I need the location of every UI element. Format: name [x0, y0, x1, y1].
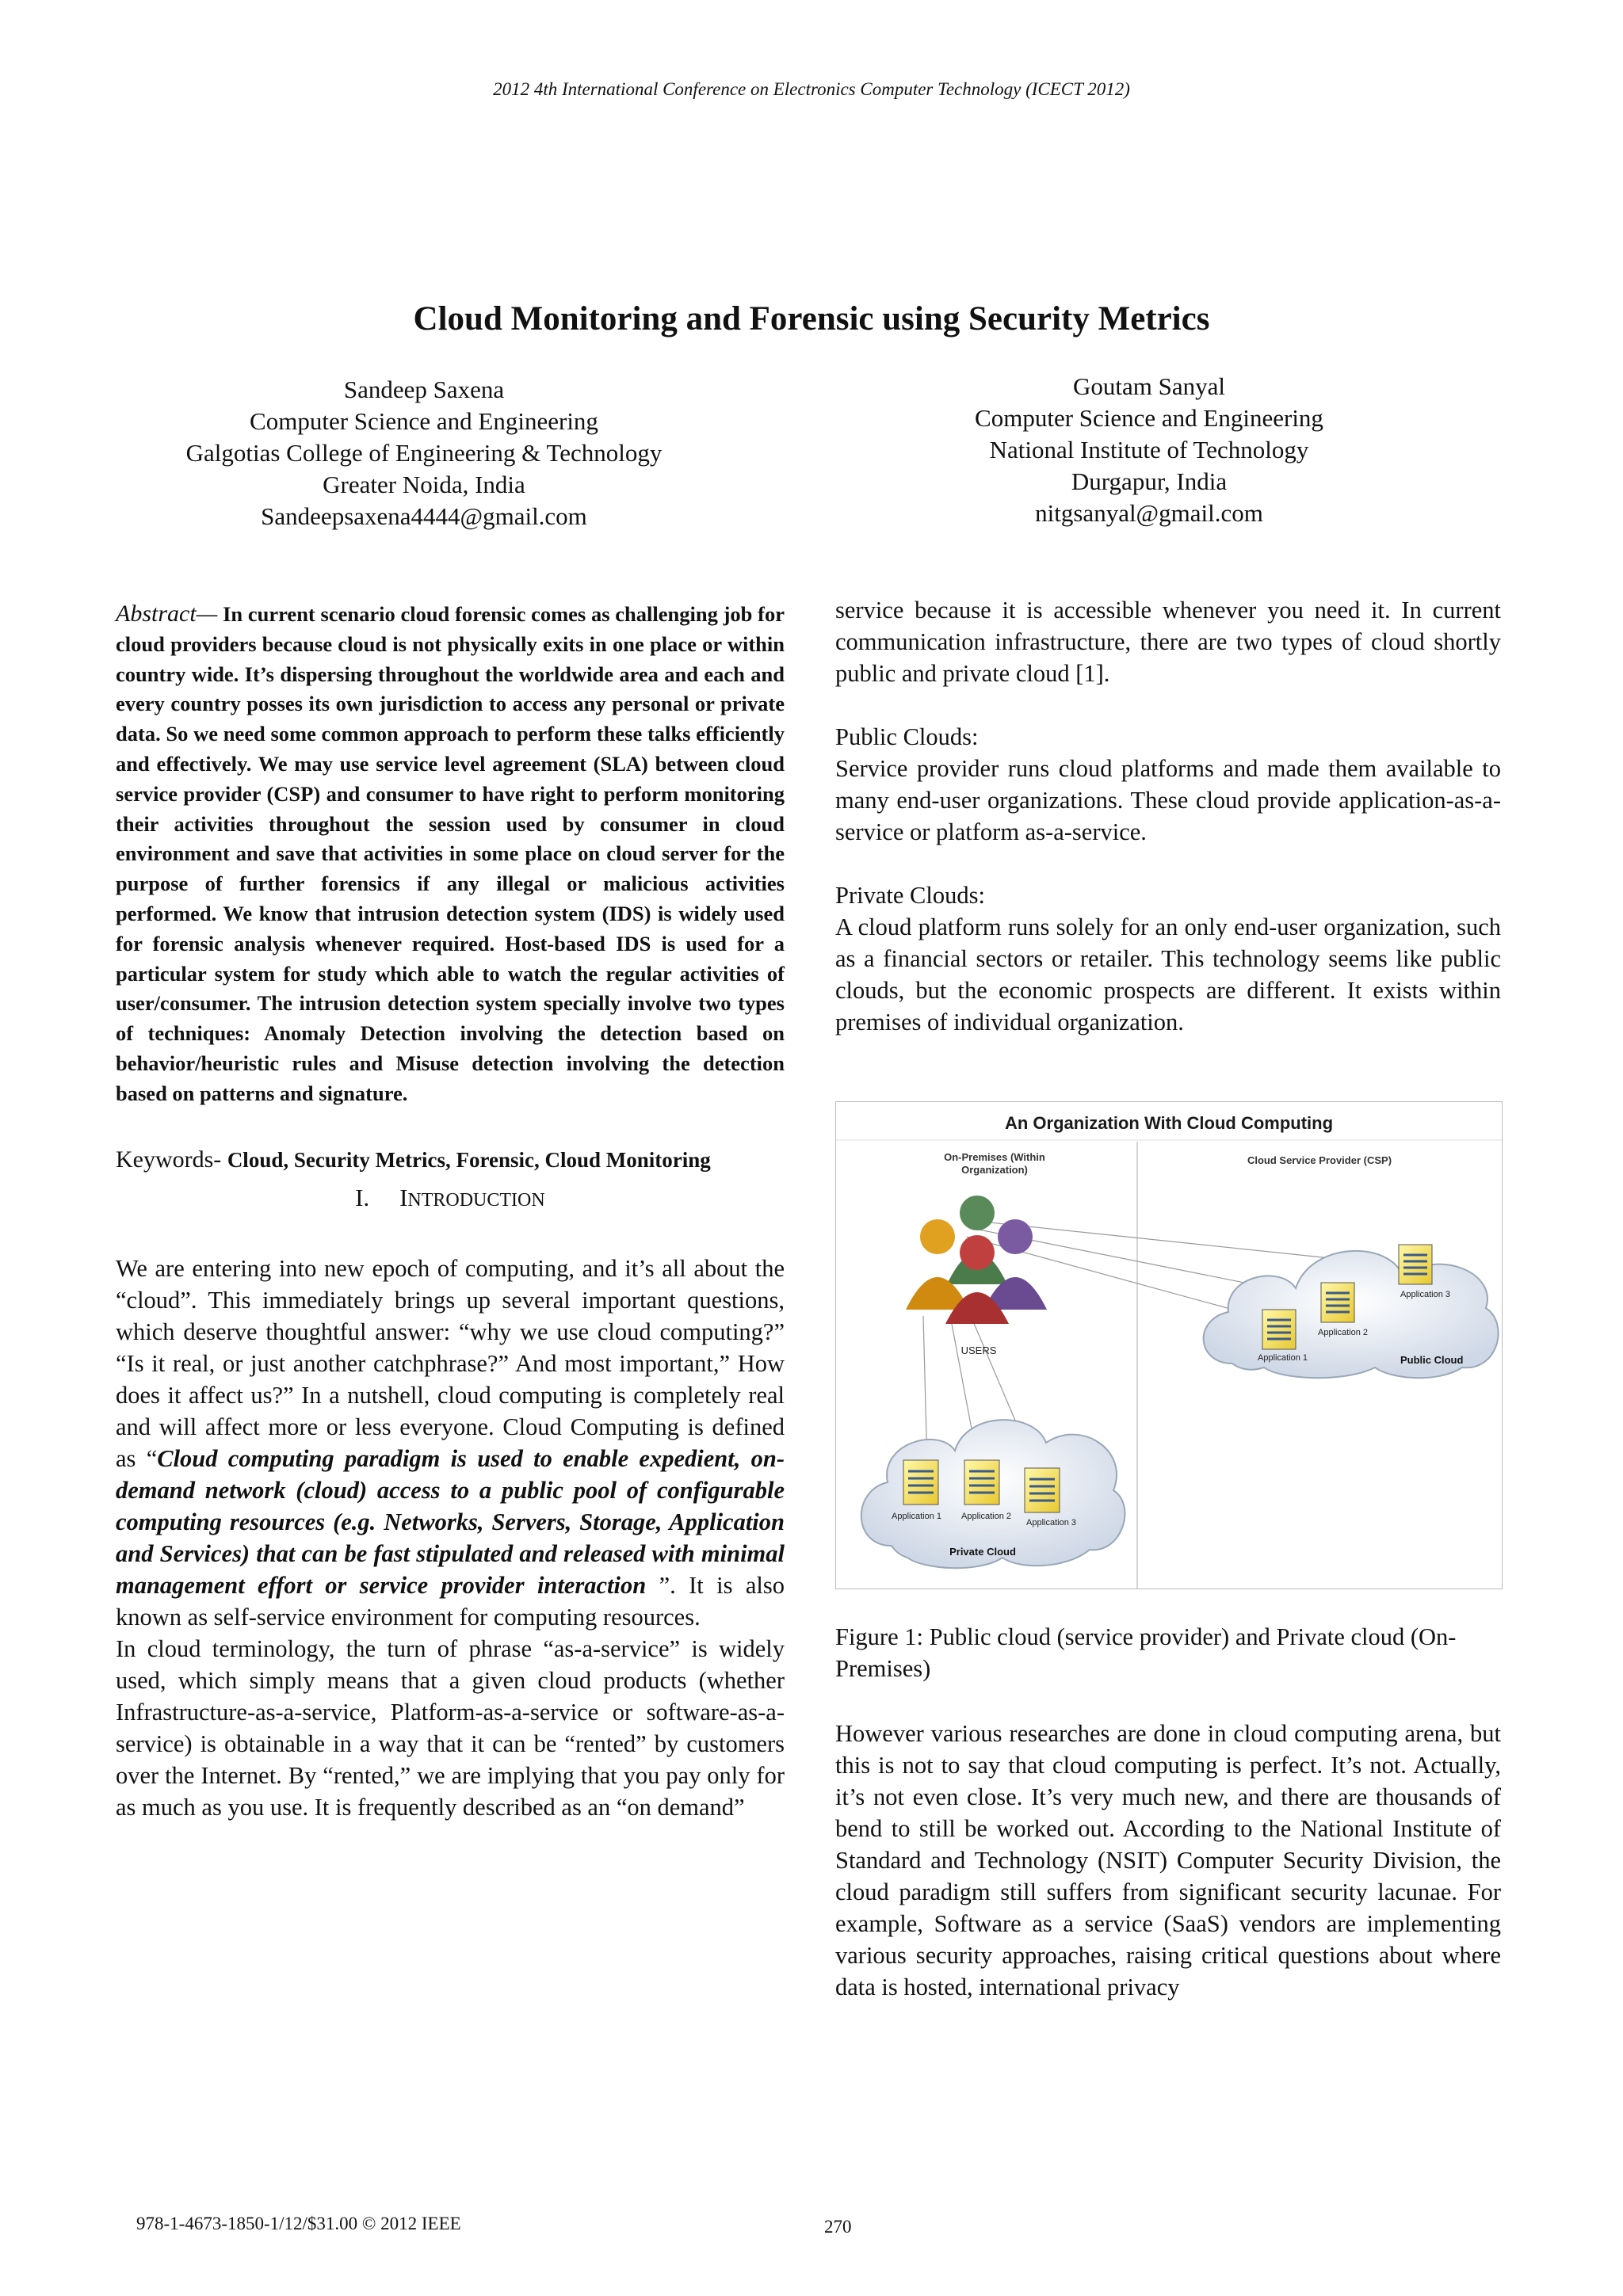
intro-p1-end: ”. It is also known as self-service environment for computing resources.	[116, 1571, 785, 1630]
intro-p1-start: We are entering into new epoch of computing, and it’s all about the “cloud”. This immediately brings up several important questions, which deserve thoughtful answer: “why we use cloud computing?” “Is it real, or just another catchphrase?” And most important,” How does it affect us?” In a nutshell, cloud computing is completely real and will affect more or less everyone. Cloud Computing is defined as “	[116, 1254, 785, 1472]
public-app3-label: Application 3	[1400, 1290, 1450, 1299]
copyright-footer: 978-1-4673-1850-1/12/$31.00 © 2012 IEEE	[136, 2214, 461, 2233]
public-app1-label: Application 1	[1258, 1353, 1308, 1363]
section-title-rest: NTRODUCTION	[407, 1189, 545, 1211]
private-app3-label: Application 3	[1026, 1518, 1076, 1527]
on-premises-label-2: Organization)	[961, 1164, 1028, 1176]
author-name: Goutam Sanyal	[1073, 372, 1225, 400]
author-dept: Computer Science and Engineering	[250, 407, 598, 435]
author-email: nitgsanyal@gmail.com	[1035, 499, 1263, 527]
right-column-top	[835, 594, 1501, 1038]
public-app1-icon	[1262, 1310, 1296, 1349]
users-label: USERS	[960, 1344, 997, 1356]
private-clouds-heading: Private Clouds:	[835, 882, 985, 909]
public-app2-label: Application 2	[1318, 1328, 1368, 1337]
public-cloud-label: Public Cloud	[1400, 1354, 1464, 1366]
private-clouds-text: A cloud platform runs solely for an only end-user organization, such as a financial sectors or retailer. This technology seems like public clouds, but the economic prospects are different. It exists within premises of individual organization.	[835, 913, 1501, 1035]
intro-paragraph-1	[116, 1253, 785, 1633]
keywords-label: Keywords-	[116, 1146, 222, 1173]
author-email: Sandeepsaxena4444@gmail.com	[261, 502, 587, 530]
author-block-2	[911, 371, 1387, 529]
figure-caption: Figure 1: Public cloud (service provider) and Private cloud (On-Premises)	[835, 1623, 1457, 1682]
author-institution: National Institute of Technology	[989, 436, 1309, 463]
author-block-1	[135, 374, 713, 532]
keywords	[116, 1144, 785, 1176]
private-app2-icon	[964, 1460, 999, 1505]
csp-label: Cloud Service Provider (CSP)	[1247, 1154, 1392, 1166]
abstract-text: In current scenario cloud forensic comes as challenging job for cloud providers because cloud is not physically exits in one place or within country wide. It’s dispersing throughout the worldwide area and each and every country posses its own jurisdiction to access any personal or private data. So we need some common approach to perform these talks efficiently and effectively. We may use service level agreement (SLA) between cloud service provider (CSP) and consumer to have right to perform monitoring their activities throughout the session used by consumer in cloud environment and save that activities in some place on cloud server for the purpose of further forensics if any illegal or malicious activities performed. We know that intrusion detection system (IDS) is widely used for forensic analysis whenever required. Host-based IDS is used for a particular system for study which able to watch the regular activities of user/consumer. The intrusion detection system specially involve two types of techniques: Anomaly Detection involving the detection based on behavior/heuristic rules and Misuse detection involving the detection based on patterns and signature.	[116, 602, 785, 1105]
running-header: 2012 4th International Conference on Electronics Computer Technology (ICECT 2012)	[493, 79, 1130, 99]
private-app2-label: Application 2	[961, 1512, 1011, 1521]
author-location: Greater Noida, India	[323, 471, 525, 498]
section-number: I.	[355, 1184, 370, 1211]
author-institution: Galgotias College of Engineering & Technology	[185, 439, 663, 467]
author-location: Durgapur, India	[1071, 467, 1228, 495]
section-heading	[116, 1182, 785, 1216]
public-clouds-text: Service provider runs cloud platforms and made them available to many end-user organizations. These cloud provide application-as-a-service or platform as-a-service.	[835, 755, 1501, 845]
right-paragraph-after-figure: However various researches are done in cloud computing arena, but this is not to say that cloud computing is perfect. It’s not. Actually, it’s not even close. It’s very much new, and there are thousands of bend to still be worked out. According to the National Institute of Standard and Technology (NSIT) Computer Security Division, the cloud paradigm still suffers from significant security lacunae. For example, Software as a service (SaaS) vendors are implementing various security approaches, raising critical questions about where data is hosted, international privacy	[835, 1720, 1501, 2000]
intro-paragraph-2: In cloud terminology, the turn of phrase “as-a-service” is widely used, which simply means that a given cloud products (whether Infrastructure-as-a-service, Platform-as-a-service or software-as-a-service) is obtainable in a way that it can be “rented” by customers over the Internet. By “rented,” we are implying that you pay only for as much as you use. It is frequently described as an “on demand”	[116, 1634, 785, 1821]
figure-title: An Organization With Cloud Computing	[1004, 1113, 1334, 1133]
left-column	[116, 599, 785, 1823]
section-title-initial: I	[399, 1184, 408, 1211]
author-dept: Computer Science and Engineering	[975, 404, 1323, 432]
private-app1-label: Application 1	[892, 1512, 941, 1521]
public-app2-icon	[1321, 1283, 1354, 1322]
private-app3-icon	[1025, 1468, 1060, 1512]
page-number: 270	[824, 2217, 852, 2237]
figure-cloud-organization	[835, 1101, 1503, 1589]
definition-quote: Cloud computing paradigm is used to enable expedient, on-demand network (cloud) access to a public pool of configurable computing resources (e.g. Networks, Servers, Storage, Application and Services) that can be fast stipulated and released with minimal management effort or service provider interaction	[116, 1444, 785, 1599]
abstract-label: Abstract—	[116, 601, 218, 627]
private-app1-icon	[903, 1460, 938, 1505]
abstract	[116, 599, 785, 1109]
author-name: Sandeep Saxena	[343, 376, 505, 403]
keywords-text: Cloud, Security Metrics, Forensic, Cloud Monitoring	[227, 1147, 711, 1172]
right-paragraph-1: service because it is accessible whenever you need it. In current communication infrastructure, there are two types of cloud shortly public and private cloud [1].	[835, 597, 1501, 687]
public-clouds-heading: Public Clouds:	[835, 723, 979, 750]
on-premises-label: On-Premises (Within	[944, 1151, 1045, 1163]
paper-title: Cloud Monitoring and Forensic using Security Metrics	[413, 300, 1210, 338]
users-group-icon	[906, 1196, 1047, 1324]
private-cloud-label: Private Cloud	[949, 1546, 1016, 1558]
right-column-bottom	[835, 1718, 1501, 2003]
public-app3-icon	[1399, 1245, 1432, 1284]
